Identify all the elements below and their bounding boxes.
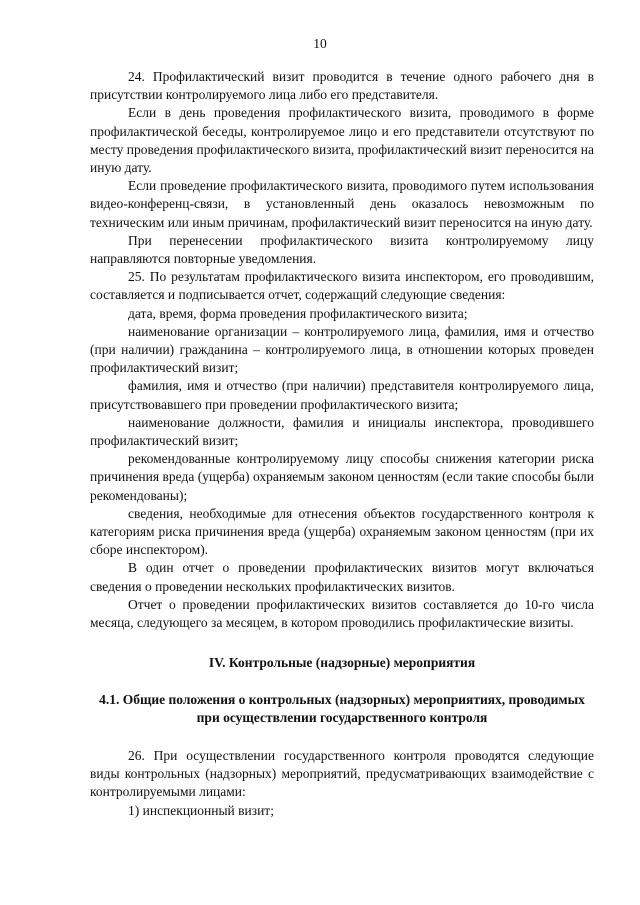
section-heading: IV. Контрольные (надзорные) мероприятия bbox=[208, 655, 476, 671]
list-item: сведения, необходимые для отнесения объектов государственного контроля к категориям риска причинения вреда (ущерба) охраняемым законом ценностям (при их сборе инспектором). bbox=[90, 505, 594, 558]
subsection-heading: 4.1. Общие положения о контрольных (надзорных) мероприятиях, проводимых при осуществлении государственного контроля bbox=[99, 691, 585, 725]
list-item: наименование должности, фамилия и инициалы инспектора, проводившего профилактический визит; bbox=[90, 414, 594, 449]
document-body bbox=[90, 68, 594, 820]
paragraph-25: 25. По результатам профилактического визита инспектором, его проводившим, составляется и подписывается отчет, содержащий следующие сведения: bbox=[90, 269, 594, 303]
paragraph: Если в день проведения профилактического визита, проводимого в форме профилактической беседы, контролируемое лицо и его представители отсутствуют по месту проведения профилактического визита, профилактический визит переносится на иную дату. bbox=[90, 105, 594, 176]
page-number: 10 bbox=[313, 36, 327, 51]
list-item: фамилия, имя и отчество (при наличии) представителя контролируемого лица, присутствовавшего при проведении профилактического визита; bbox=[90, 378, 594, 412]
list-item: наименование организации – контролируемого лица, фамилия, имя и отчество (при наличии) гражданина – контролируемого лица, в отношении которых проведен профилактический визит; bbox=[90, 323, 594, 376]
list-item: 1) инспекционный визит; bbox=[128, 802, 274, 818]
paragraph: При перенесении профилактического визита контролируемому лицу направляются повторные уведомления. bbox=[90, 232, 594, 267]
paragraph-26: 26. При осуществлении государственного контроля проводятся следующие виды контрольных (надзорных) мероприятий, предусматривающих взаимодействие с контролируемыми лицами: bbox=[90, 747, 594, 800]
paragraph: Отчет о проведении профилактических визитов составляется до 10-го числа месяца, следующего за месяцем, в котором проводились профилактические визиты. bbox=[90, 596, 594, 631]
paragraph-24: 24. Профилактический визит проводится в течение одного рабочего дня в присутствии контролируемого лица либо его представителя. bbox=[90, 69, 594, 103]
list-item: дата, время, форма проведения профилактического визита; bbox=[128, 305, 468, 321]
paragraph: Если проведение профилактического визита, проводимого путем использования видео-конференц-связи, в установленный день оказалось невозможным по техническим или иным причинам, профилактический визит переносится на иную дату. bbox=[90, 178, 594, 230]
list-item: рекомендованные контролируемому лицу способы снижения категории риска причинения вреда (ущерба) охраняемым законом ценностям (если такие способы были рекомендованы); bbox=[90, 451, 594, 503]
paragraph: В один отчет о проведении профилактических визитов могут включаться сведения о проведении нескольких профилактических визитов. bbox=[90, 560, 594, 594]
